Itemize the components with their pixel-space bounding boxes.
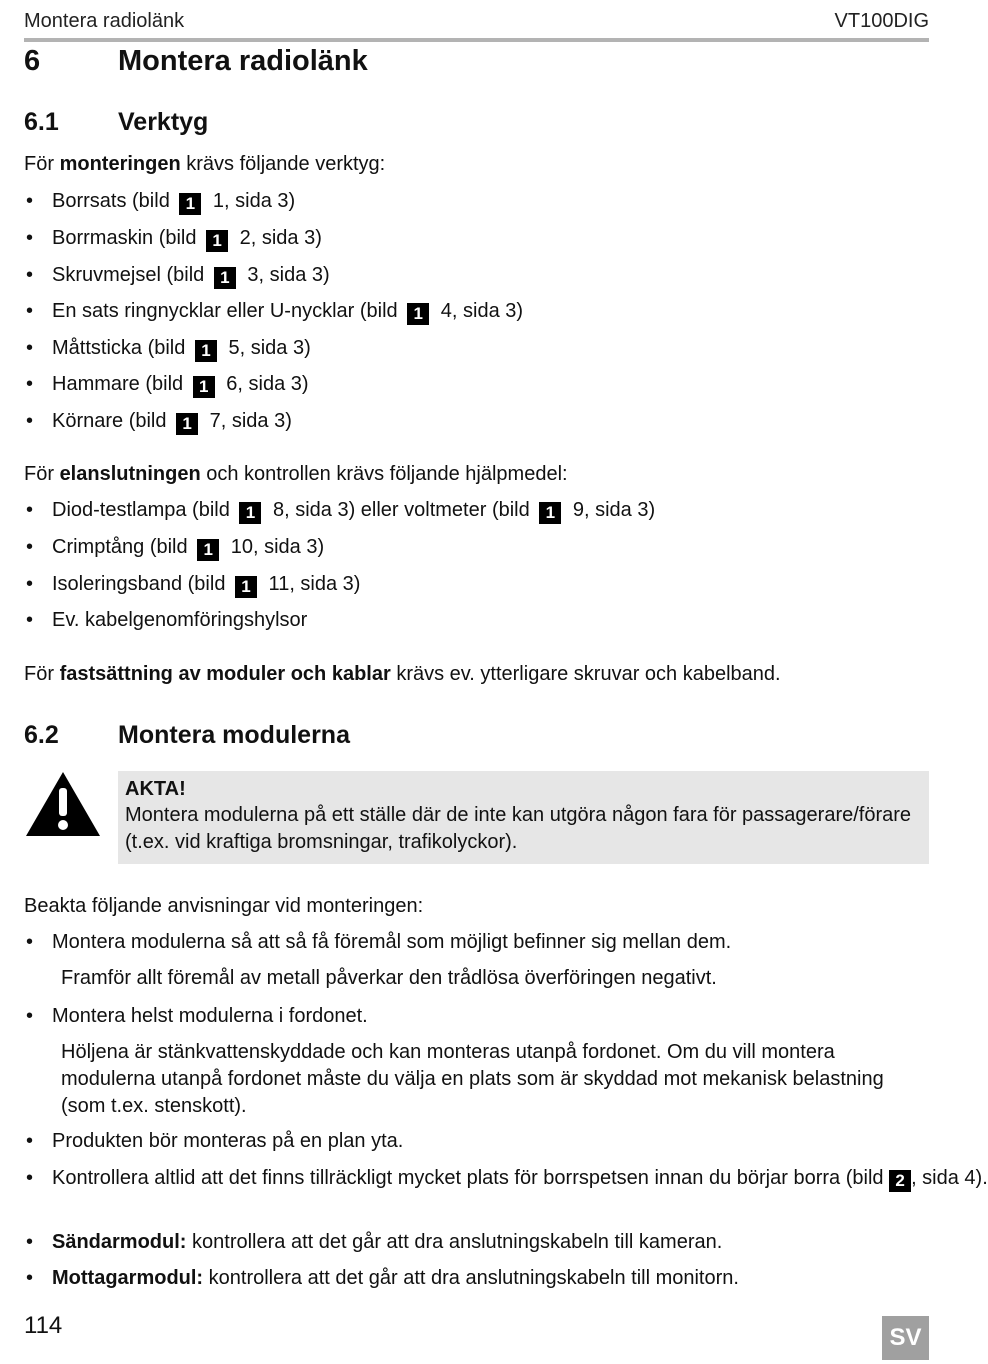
bullet: • [26, 499, 34, 521]
bullet: • [26, 264, 34, 286]
bullet: • [26, 190, 34, 212]
bullet: • [26, 1267, 34, 1289]
section-number: 6.1 [24, 108, 59, 136]
bullet: • [26, 1130, 34, 1152]
warning-triangle-icon [24, 770, 102, 838]
bullet: • [26, 227, 34, 249]
bullet: • [26, 410, 34, 432]
section-title: Montera modulerna [118, 721, 350, 749]
bullet: • [26, 337, 34, 359]
warning-title: AKTA! [125, 778, 186, 800]
figure-ref-badge: 1 [193, 376, 215, 398]
header-model-code: VT100DIG [834, 10, 929, 32]
section-title: Montera radiolänk [118, 45, 368, 77]
notes-intro: Beakta följande anvisningar vid monteringen: [24, 895, 424, 917]
note-1-detail: Framför allt föremål av metall påverkar den trådlösa överföringen negativt. [61, 967, 717, 989]
warning-body: Montera modulerna på ett ställe där de inte kan utgöra någon fara för passagerare/förare (t.ex. vid kraftiga bromsningar, trafikolyckor). [125, 804, 912, 853]
elec-intro: För elanslutningen och kontrollen krävs följande hjälpmedel: [24, 463, 568, 485]
figure-ref-badge: 1 [235, 576, 257, 598]
bullet: • [26, 609, 34, 631]
figure-ref-badge: 1 [197, 539, 219, 561]
figure-ref-badge: 1 [179, 193, 201, 215]
bullet: • [26, 536, 34, 558]
page-header [24, 8, 929, 38]
fastening-note: För fastsättning av moduler och kablar krävs ev. ytterligare skruvar och kabelband. [24, 663, 781, 685]
bullet: • [26, 1231, 34, 1253]
section-number: 6.2 [24, 721, 59, 749]
page-number: 114 [24, 1312, 63, 1339]
bullet: • [26, 931, 34, 953]
bullet: • [26, 1167, 34, 1189]
figure-ref-badge: 1 [407, 303, 429, 325]
tools-intro: För monteringen krävs följande verktyg: [24, 153, 386, 175]
figure-ref-badge: 1 [239, 502, 261, 524]
bullet: • [26, 1005, 34, 1027]
figure-ref-badge: 1 [176, 413, 198, 435]
figure-ref-badge: 1 [206, 230, 228, 252]
language-badge: SV [882, 1316, 929, 1360]
figure-ref-badge: 1 [539, 502, 561, 524]
figure-ref-badge: 1 [195, 340, 217, 362]
bullet: • [26, 300, 34, 322]
header-title: Montera radiolänk [24, 10, 185, 32]
warning-box [118, 771, 929, 864]
bullet: • [26, 373, 34, 395]
figure-ref-badge: 1 [214, 267, 236, 289]
section-title: Verktyg [118, 108, 209, 136]
section-number: 6 [24, 45, 41, 77]
note-2-detail: Höljena är stänkvattenskyddade och kan monteras utanpå fordonet. Om du vill montera modulerna utanpå fordonet måste du välja en plats som är skyddad mot mekanisk belastning (som t.ex. stenskott). [61, 1041, 884, 1117]
list-item: • Kontrollera altlid att det finns tillräckligt mycket plats för borrspetsen innan du börjar borra (bild 2 , sida 4). [26, 1167, 988, 1190]
figure-ref-badge: 2 [889, 1170, 911, 1192]
manual-page: Montera radiolänk VT100DIG 6 Montera radiolänk 6.1 Verktyg För monteringen krävs följande verktyg: • Borrsats (bild 1 1, sida 3) • Borrmaskin (bild 1 2, sida 3) • Skruvmejsel (bild 1 3, sida 3) • En sats ringnycklar eller U-nycklar (bild 1 4, sida 3) • Måttsticka (bild 1 5, sida 3) • Hammare (bild 1 6, sida 3) • Körnare (bild 1 7, sida 3) För elanslutningen och kontrollen krävs följande hjälpmedel: • Diod-testlampa (bild 1 8, sida 3) eller voltmeter (bild 1 9, sida 3) • Crimptång (bild 1 10, sida 3) • Isoleringsband (bild 1 11, sida 3) • Ev. kabelgenomföringshylsor För fastsättning av moduler och kablar krävs ev. ytterligare skruvar och kabelband. 6.2 Montera modulerna AKTA! Montera modulerna på ett ställe där de inte kan utgöra någon fara för passagerare/förare (t.ex. vid kraftiga bromsningar, trafikolyckor). Beakta följande anvisningar vid monteringen: • Montera modulerna så att så få föremål som möjligt befinner sig mellan dem. • Montera helst modulerna i fordonet. • Produkten bör monteras på en plan yta. • Kontrollera altlid att det finns tillräckligt mycket plats för borrspetsen innan du börjar borra (bild 2 , sida 4). • Sändarmodul: kontrollera att det går att dra anslutningskabeln till kameran. • Mottagarmodul: kontrollera att det går att dra anslutningskabeln till monitorn. Framför allt föremål av metall påverkar den trådlösa överföringen negativt. Höljena är stänkvattenskyddade och kan monteras utanpå fordonet. Om du vill montera modulerna utanpå fordonet måste du välja en plats som är skyddad mot mekanisk belastning (som t.ex. stenskott). 114 [24, 10, 988, 1339]
bullet: • [26, 573, 34, 595]
